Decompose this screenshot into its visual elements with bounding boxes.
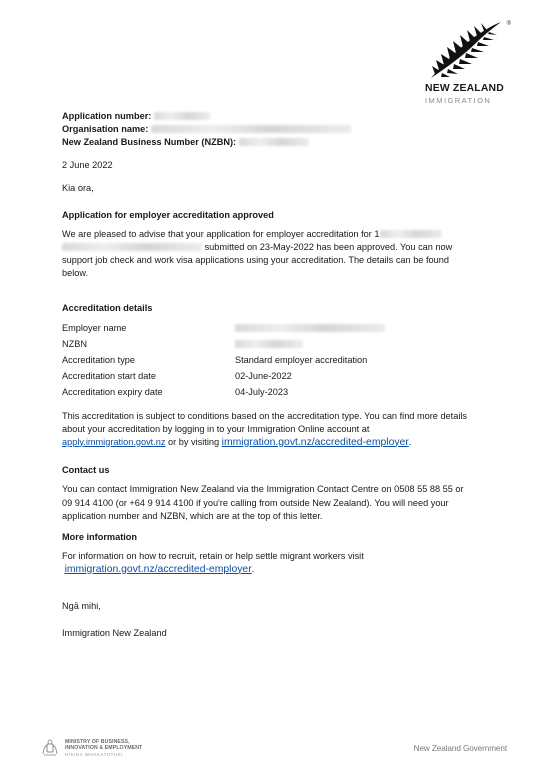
mbie-footer-logo (40, 738, 142, 758)
mbie-text (65, 739, 142, 758)
detail-label: Accreditation type (62, 354, 136, 365)
intro-text-1: We are pleased to advise that your application for employer accreditation for 1 (62, 229, 380, 240)
details-row (62, 386, 487, 402)
intro-text-4: below. (62, 268, 89, 279)
intro-text-3: support job check and work visa applications using your accreditation. The details can be found (62, 255, 449, 266)
redacted-organisation-name (151, 125, 351, 133)
detail-label: Employer name (62, 322, 127, 333)
redacted-employer-name (235, 324, 385, 332)
redacted-employer-continued (62, 243, 202, 251)
contact-text-2: 09 914 4100 (or +64 9 914 4100 if you're calling from outside New Zealand). You will need your (62, 497, 449, 508)
intro-text-2: submitted on 23-May-2022 has been approved. You can now (204, 242, 453, 253)
conditions-text-1: This accreditation is subject to conditions based on the accreditation type. You can find more details (62, 410, 468, 421)
detail-value: 04-July-2023 (235, 386, 289, 397)
contact-text-1: You can contact Immigration New Zealand via the Immigration Contact Centre on 0508 55 88 55 or (62, 484, 464, 495)
more-info-text: For information on how to recruit, retain or help settle migrant workers visit (62, 550, 364, 561)
contact-text-3: application number and NZBN, which are at the top of this letter. (62, 510, 323, 521)
mbie-line-3: HĪKINA WHAKATUTUKI (65, 751, 124, 757)
details-row (62, 322, 487, 338)
detail-label: NZBN (62, 338, 88, 349)
registered-mark: ® (506, 21, 511, 27)
subject-heading: Application for employer accreditation approved (62, 210, 274, 221)
more-info-link[interactable]: immigration.govt.nz/accredited-employer (64, 563, 252, 575)
logo-text-new-zealand: NEW ZEALAND (425, 83, 504, 94)
apply-immigration-link[interactable]: apply.immigration.govt.nz (62, 436, 166, 447)
period: . (408, 436, 412, 447)
letter-date: 2 June 2022 (62, 160, 113, 170)
logo-text-immigration: IMMIGRATION (425, 95, 492, 105)
mbie-line-1: MINISTRY OF BUSINESS, (65, 738, 130, 745)
period: . (251, 563, 255, 574)
organisation-name-label: Organisation name: (62, 124, 149, 134)
redacted-application-number (154, 112, 210, 120)
redacted-nzbn (239, 138, 309, 146)
contact-heading: Contact us (62, 465, 110, 476)
details-row (62, 370, 487, 386)
detail-value: 02-June-2022 (235, 370, 292, 381)
accredited-employer-link[interactable]: immigration.govt.nz/accredited-employer (221, 436, 409, 448)
intro-paragraph (62, 228, 487, 280)
contact-paragraph (62, 483, 487, 522)
details-row (62, 338, 487, 354)
application-number-label: Application number: (62, 111, 152, 121)
redacted-nzbn-value (235, 340, 303, 348)
more-info-heading: More information (62, 531, 138, 542)
silver-fern-icon (427, 20, 503, 80)
nz-government-logo: New Zealand Government (413, 744, 507, 753)
more-info-paragraph (62, 550, 487, 578)
detail-value (235, 322, 487, 338)
letter-body (62, 110, 487, 640)
details-table (62, 322, 487, 402)
closing: Ngā mihi, (62, 600, 101, 611)
signature: Immigration New Zealand (62, 627, 167, 638)
detail-label: Accreditation start date (62, 370, 156, 381)
details-heading: Accreditation details (62, 303, 153, 314)
coat-of-arms-icon (40, 738, 60, 758)
details-row (62, 354, 487, 370)
organisation-name-line (62, 123, 487, 136)
nzbn-label: New Zealand Business Number (NZBN): (62, 137, 237, 147)
conditions-text-2: about your accreditation by logging in to your Immigration Online account at (62, 423, 370, 434)
conditions-text-3: or by visiting (165, 436, 222, 447)
detail-value (235, 338, 487, 354)
detail-label: Accreditation expiry date (62, 386, 163, 397)
nzbn-line (62, 136, 487, 149)
redacted-employer (380, 230, 442, 238)
mbie-line-2: INNOVATION & EMPLOYMENT (65, 745, 143, 752)
application-number-line (62, 110, 487, 123)
nz-immigration-logo (425, 20, 511, 107)
conditions-paragraph (62, 410, 487, 451)
detail-value: Standard employer accreditation (235, 354, 368, 365)
greeting: Kia ora, (62, 183, 94, 194)
